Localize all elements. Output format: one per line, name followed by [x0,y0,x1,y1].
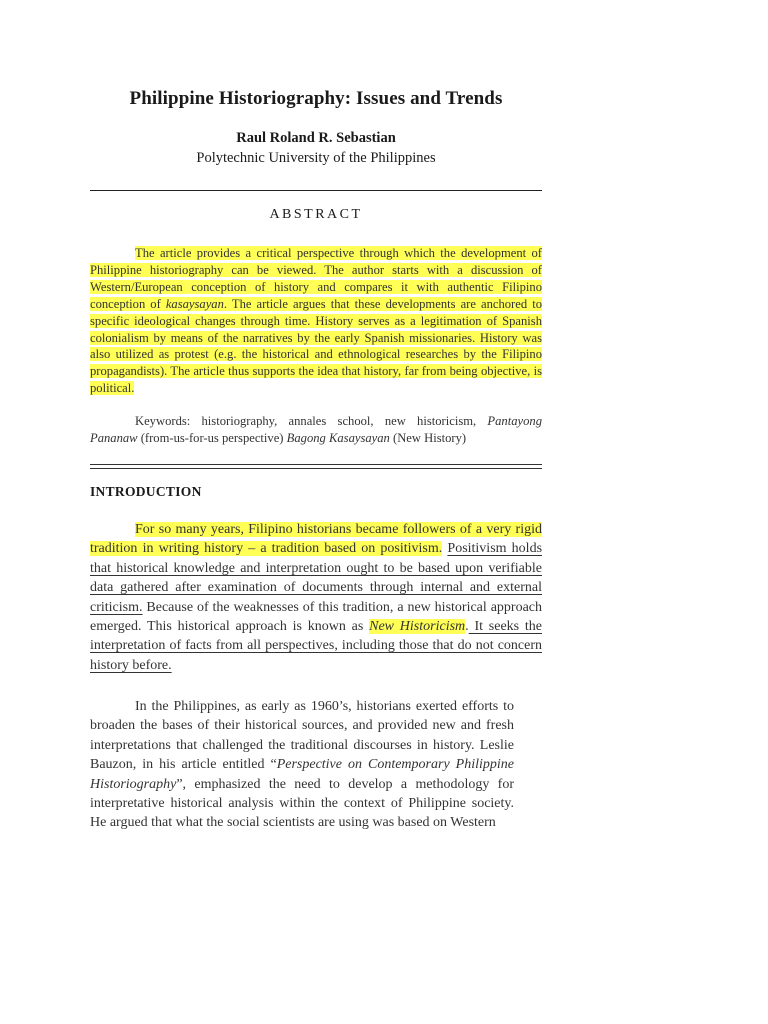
keyword-bagong-kasaysayan: Bagong Kasaysayan [286,431,390,445]
intro-p2-article-title: Perspective on Contemporary Philippine Historiography [90,757,514,792]
abstract-term-kasaysayan: kasaysayan [165,296,224,311]
abstract-text [90,245,542,397]
abstract-highlight-1: The article provides a critical perspective through which the development of Philippine historiography can be viewed. The author starts with a discussion of Western/European conception of history and compares it with authentic Filipino conception of [90,246,542,311]
introduction-paragraph-2 [90,697,514,833]
author-name: Raul Roland R. Sebastian [236,130,396,146]
abstract-heading: ABSTRACT [269,207,363,222]
keyword-pantayong-pananaw: Pantayong Pananaw [90,414,542,445]
intro-period: . [465,619,469,635]
keywords-lead: Keywords: historiography, annales school, new historicism, [135,414,488,428]
introduction-heading: INTRODUCTION [90,484,202,499]
intro-highlight: For so many years, Filipino historians became followers of a very rigid tradition in writing history – a tradition based on positivism. [90,522,542,557]
section-divider [90,464,542,469]
keywords-mid: (from-us-for-us perspective) [137,431,287,445]
keywords [90,413,542,447]
introduction-paragraph-1 [90,520,542,675]
intro-term-new-historicism: New Historicism [369,619,466,635]
top-divider [90,190,542,191]
intro-underline-perspectives: It seeks the interpretation of facts from all perspectives, including those that do not concern history before. [90,619,543,673]
intro-mid-text: Because of the weaknesses of this tradition, a new historical approach emerged. This historical approach is known as [90,599,542,635]
abstract-highlight-2: . The article argues that these developments are anchored to specific ideological changes through time. History serves as a legitimation of Spanish colonialism by means of the narratives by the early Spanish missionaries. History was also utilized as protest (e.g. the historical and ethnological researches by the Filipino propagandists). The article thus supports the idea that history, far from being objective, is political. [90,296,542,396]
intro-p2-text-b: ”, emphasized the need to develop a methodology for interpretative historical analysis within the context of Philippine society. He argued that what the social scientists are using was based on Western [90,776,514,831]
intro-underline-positivism: Positivism holds that historical knowledge and interpretation ought to be based upon verifiable data gathered after examination of documents through internal and external criticism. [90,541,543,615]
author-affiliation: Polytechnic University of the Philippines [196,150,436,166]
intro-p2-text-a: In the Philippines, as early as 1960’s, historians exerted efforts to broaden the bases of their historical sources, and provided new and fresh interpretations that challenged the traditional discourses in history. Leslie Bauzon, in his article entitled “ [90,699,514,773]
keywords-tail: (New History) [389,431,467,445]
paper-title: Philippine Historiography: Issues and Trends [129,88,503,109]
